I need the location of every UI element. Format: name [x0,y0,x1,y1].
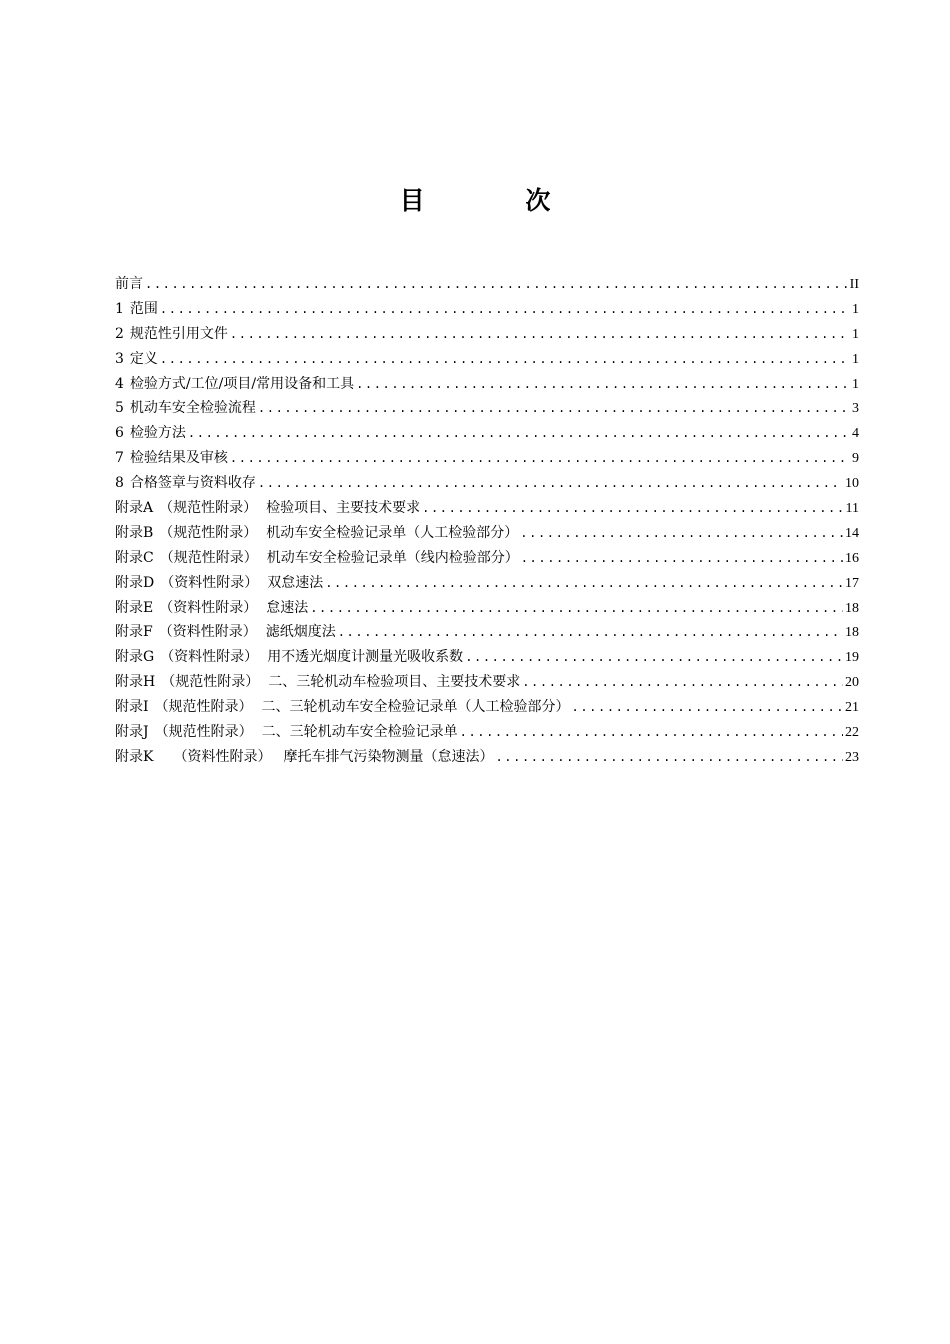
toc-dot-leader [522,670,843,695]
toc-entry-appendix-e[interactable] [115,596,859,621]
toc-dot-leader [160,297,850,322]
toc-entry-number: 5 [115,400,124,417]
toc-entry-number: 3 [115,350,124,367]
toc-entry-number: 附录D [115,574,155,591]
toc-entry-number: 2 [115,325,124,342]
toc-entry-5[interactable] [115,396,859,421]
toc-entry-6[interactable] [115,421,859,446]
toc-dot-leader [521,546,843,571]
toc-entry-label [115,695,570,720]
toc-dot-leader [325,571,843,596]
toc-entry-text: 滤纸烟度法 [265,624,336,641]
table-of-contents [115,272,859,770]
toc-entry-number: 附录K [115,748,154,765]
toc-entry-appendix-f[interactable] [115,620,859,645]
toc-entry-label [115,496,420,521]
toc-entry-label [115,620,336,645]
toc-dot-leader [572,695,843,720]
toc-entry-label [115,396,256,421]
toc-entry-number: 8 [115,475,124,492]
toc-entry-text: 二、三轮机动车安全检验记录单 [261,724,458,741]
toc-entry-text: 摩托车排气污染物测量（怠速法） [283,748,494,765]
toc-page-number: 14 [845,525,859,541]
toc-entry-number: 7 [115,450,124,467]
toc-entry-text: 机动车安全检验记录单（线内检验部分） [266,549,519,566]
toc-dot-leader [230,322,850,347]
toc-entry-foreword[interactable] [115,272,859,297]
toc-entry-category: （规范性附录） [154,724,253,741]
toc-page-number: 23 [845,749,859,765]
toc-entry-label [115,596,308,621]
toc-entry-number: 附录A [115,500,154,517]
toc-dot-leader [338,620,843,645]
toc-page-number: 4 [852,426,859,442]
toc-entry-category: （资料性附录） [173,748,272,765]
toc-dot-leader [310,596,843,621]
toc-entry-category: （规范性附录） [159,500,258,517]
toc-entry-4[interactable] [115,372,859,397]
toc-dot-leader [258,396,850,421]
toc-dot-leader [356,372,850,397]
toc-entry-appendix-h[interactable] [115,670,859,695]
toc-page-number: 18 [845,600,859,616]
toc-page-number: 1 [852,326,859,342]
toc-entry-3[interactable] [115,347,859,372]
toc-entry-appendix-c[interactable] [115,546,859,571]
toc-entry-appendix-g[interactable] [115,645,859,670]
toc-entry-label [115,421,186,446]
toc-entry-appendix-a[interactable] [115,496,859,521]
toc-page-number: II [849,277,859,292]
toc-entry-label [115,347,158,372]
toc-page-number: 3 [852,401,859,417]
toc-dot-leader [465,645,843,670]
toc-dot-leader [422,496,843,521]
toc-entry-text: 机动车安全检验记录单（人工检验部分） [266,524,519,541]
toc-page-number: 18 [845,625,859,641]
toc-entry-category: （规范性附录） [159,549,258,566]
toc-entry-text: 用不透光烟度计测量光吸收系数 [267,649,464,666]
toc-entry-appendix-i[interactable] [115,695,859,720]
toc-entry-number: 附录C [115,549,154,566]
toc-entry-category: （规范性附录） [159,524,258,541]
toc-entry-label [115,521,518,546]
toc-entry-8[interactable] [115,471,859,496]
toc-entry-number: 附录F [115,624,153,641]
toc-entry-label [115,446,228,471]
toc-title: 目 次 [399,186,597,215]
toc-entry-number: 1 [115,300,124,317]
toc-entry-label [115,272,143,297]
toc-dot-leader [460,720,843,745]
toc-entry-text: 检验结果及审核 [129,450,228,467]
toc-entry-text: 怠速法 [266,599,309,616]
toc-page-number: 11 [845,501,859,517]
toc-entry-text: 双怠速法 [267,574,324,591]
toc-page-number: 17 [845,575,859,591]
toc-entry-label [115,546,519,571]
toc-entry-text: 范围 [129,300,158,317]
toc-dot-leader [145,272,848,297]
toc-entry-category: （资料性附录） [158,624,257,641]
toc-entry-number: 4 [115,375,124,392]
toc-entry-number: 附录E [115,599,154,616]
toc-entry-label [115,297,158,322]
toc-entry-appendix-j[interactable] [115,720,859,745]
toc-entry-label [115,471,256,496]
toc-entry-number: 附录B [115,524,154,541]
toc-entry-appendix-d[interactable] [115,571,859,596]
toc-entry-text: 检验方式/工位/项目/常用设备和工具 [129,375,355,392]
toc-entry-label [115,322,228,347]
toc-entry-label [115,372,354,397]
toc-entry-appendix-k[interactable] [115,745,859,770]
toc-dot-leader [160,347,850,372]
toc-page-number: 21 [845,700,859,716]
toc-entry-category: （资料性附录） [160,574,259,591]
toc-page-number: 1 [852,376,859,392]
toc-dot-leader [230,446,850,471]
toc-page-number: 1 [852,301,859,317]
toc-entry-text: 定义 [129,350,158,367]
toc-entry-text: 规范性引用文件 [129,325,228,342]
toc-entry-1[interactable] [115,297,859,322]
toc-entry-appendix-b[interactable] [115,521,859,546]
toc-entry-category: （规范性附录） [161,674,260,691]
toc-entry-category: （资料性附录） [159,599,258,616]
toc-entry-text: 二、三轮机动车安全检验记录单（人工检验部分） [261,699,570,716]
toc-entry-number: 附录G [115,649,155,666]
toc-entry-number: 附录J [115,724,149,741]
toc-dot-leader [258,471,843,496]
toc-entry-text: 合格签章与资料收存 [129,475,256,492]
toc-entry-category: （规范性附录） [154,699,253,716]
toc-page-number: 22 [845,725,859,741]
toc-page-number: 10 [845,476,859,492]
toc-page-number: 16 [845,550,859,566]
toc-entry-7[interactable] [115,446,859,471]
toc-entry-label [115,745,493,770]
toc-entry-label [115,720,458,745]
toc-dot-leader [495,745,843,770]
toc-entry-text: 机动车安全检验流程 [129,400,256,417]
toc-page-number: 20 [845,675,859,691]
toc-page-number: 19 [845,650,859,666]
toc-entry-label [115,645,463,670]
toc-dot-leader [520,521,843,546]
toc-entry-2[interactable] [115,322,859,347]
toc-page-number: 9 [852,451,859,467]
toc-entry-text: 检验项目、主要技术要求 [266,500,421,517]
toc-dot-leader [188,421,850,446]
toc-entry-text: 前言 [115,276,143,292]
toc-entry-text: 检验方法 [129,425,186,442]
toc-entry-label [115,571,323,596]
toc-entry-category: （资料性附录） [160,649,259,666]
toc-entry-label [115,670,520,695]
toc-page-number: 1 [852,351,859,367]
toc-entry-text: 二、三轮机动车检验项目、主要技术要求 [268,674,521,691]
toc-entry-number: 附录H [115,674,156,691]
toc-entry-number: 附录I [115,699,149,716]
toc-entry-number: 6 [115,425,124,442]
